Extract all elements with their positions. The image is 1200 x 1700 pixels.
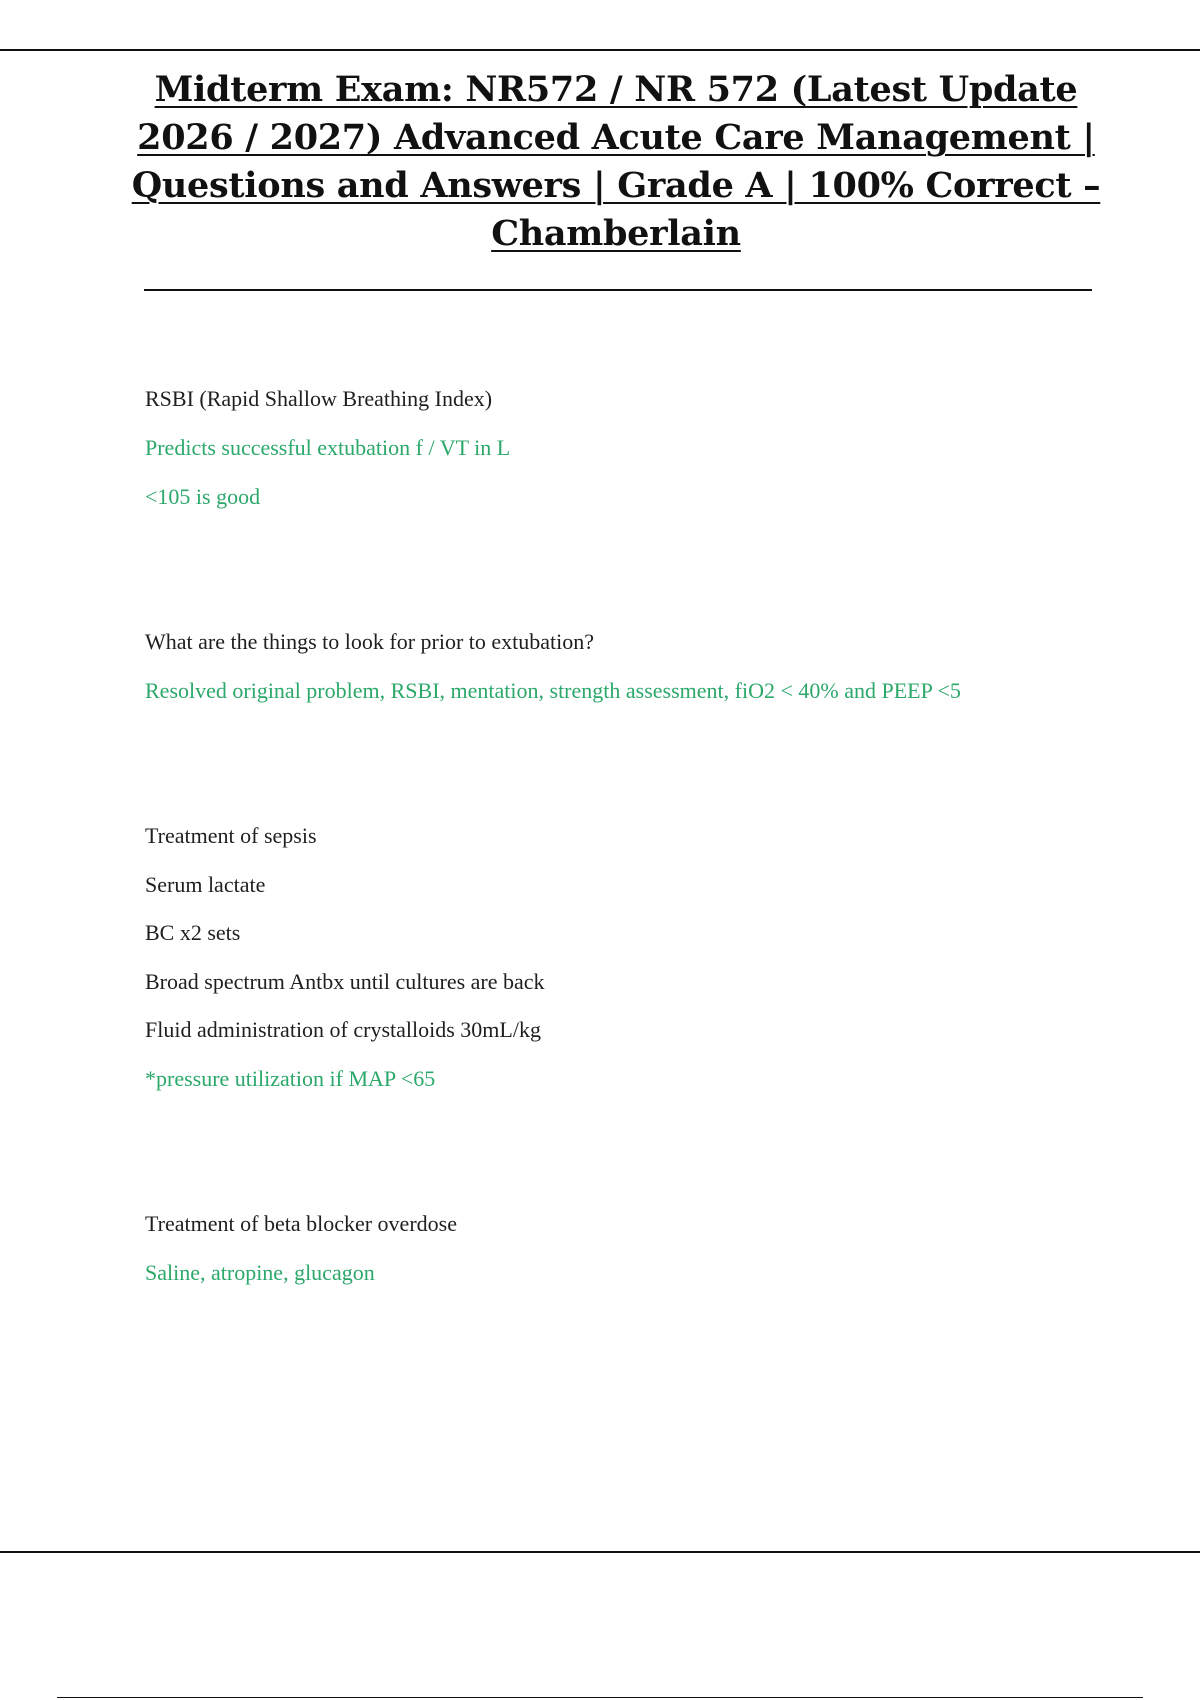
- answer-line: *pressure utilization if MAP <65: [145, 1066, 436, 1091]
- top-rule: [0, 49, 1200, 51]
- page-bottom-rule: [0, 1551, 1200, 1553]
- detail-line: Serum lactate: [145, 872, 266, 897]
- answer-line: <105 is good: [145, 484, 261, 509]
- detail-line: BC x2 sets: [145, 920, 241, 945]
- detail-line: Fluid administration of crystalloids 30mL/kg: [145, 1017, 541, 1042]
- question-extubation: What are the things to look for prior to extubation?: [145, 629, 595, 654]
- footer-rule: [57, 1697, 1143, 1698]
- answer-line: Saline, atropine, glucagon: [145, 1260, 375, 1285]
- title-underline-rule: [144, 289, 1092, 291]
- document-title: Midterm Exam: NR572 / NR 572 (Latest Update 2026 / 2027) Advanced Acute Care Management | Questions and Answers | Grade A | 100% Correct – Chamberlain: [131, 69, 1101, 254]
- answer-line: Predicts successful extubation f / VT in L: [145, 435, 511, 460]
- question-beta-blocker: Treatment of beta blocker overdose: [145, 1211, 457, 1236]
- answer-line: Resolved original problem, RSBI, mentation, strength assessment, fiO2 < 40% and PEEP <5: [145, 678, 961, 703]
- question-rsbi: RSBI (Rapid Shallow Breathing Index): [145, 386, 493, 411]
- question-sepsis: Treatment of sepsis: [145, 823, 317, 848]
- detail-line: Broad spectrum Antbx until cultures are back: [145, 969, 545, 994]
